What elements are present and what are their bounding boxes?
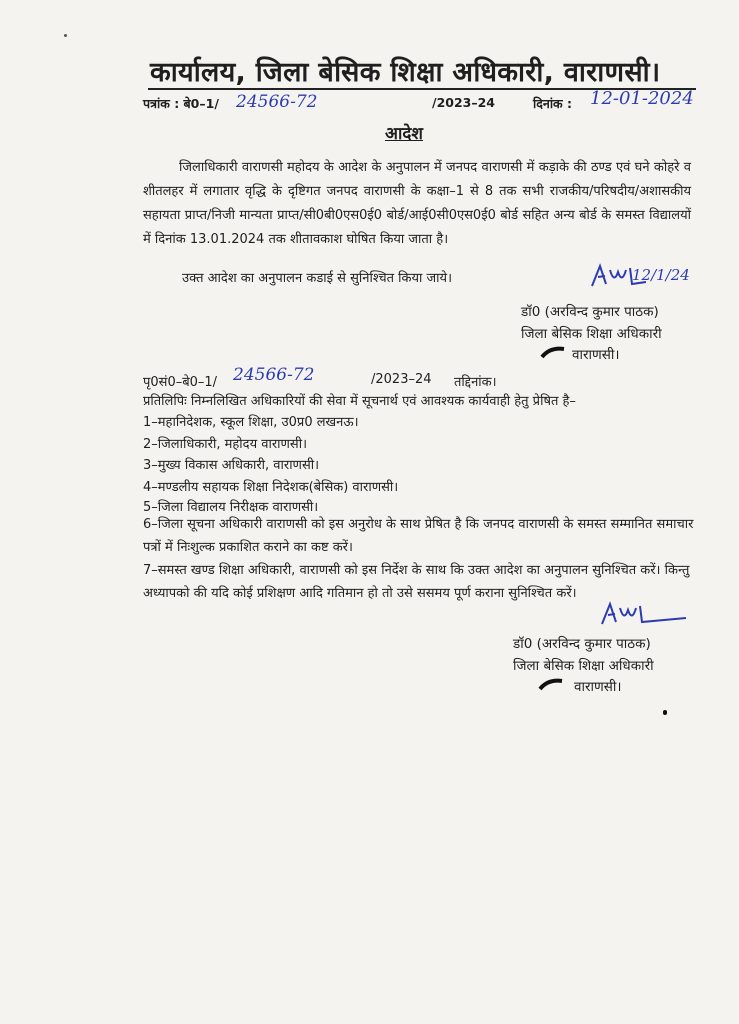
- copy-session: /2023–24: [371, 372, 432, 387]
- ink-mark-2: [538, 675, 568, 693]
- copy-ref-number-handwritten: 24566-72: [233, 365, 315, 385]
- date-label: दिनांक :: [533, 96, 573, 111]
- copy-item-4: 4–मण्डलीय सहायक शिक्षा निदेशक(बेसिक) वाराणसी।: [143, 480, 399, 495]
- signatory-1-name: डॉ0 (अरविन्द कुमार पाठक): [521, 304, 659, 320]
- copy-date-label: तद्दिनांक।: [454, 375, 497, 390]
- reference-number-handwritten: 24566-72: [236, 92, 318, 112]
- copy-item-3: 3–मुख्य विकास अधिकारी, वाराणसी।: [143, 458, 320, 473]
- ink-speck: [663, 710, 667, 715]
- signatory-1-place: वाराणसी।: [572, 347, 620, 363]
- copy-item-5: 5–जिला विद्यालय निरीक्षक वाराणसी।: [143, 500, 319, 515]
- signature-1-date: 12/1/24: [632, 266, 690, 284]
- compliance-line: उक्त आदेश का अनुपालन कडाई से सुनिश्चित किया जाये।: [182, 271, 453, 286]
- order-title: आदेश: [385, 124, 423, 144]
- ink-speck-top: [64, 34, 67, 37]
- order-paragraph: [143, 156, 691, 252]
- copy-ref-label: पृ0सं0–बे0–1/: [143, 375, 218, 390]
- signatory-2-name: डॉ0 (अरविन्द कुमार पाठक): [513, 636, 651, 652]
- signatory-2-designation: जिला बेसिक शिक्षा अधिकारी: [513, 658, 654, 674]
- reference-label: पत्रांक : बे0–1/: [143, 96, 219, 111]
- office-header: कार्यालय, जिला बेसिक शिक्षा अधिकारी, वाराणसी।: [150, 57, 661, 88]
- reference-session: /2023–24: [432, 95, 496, 110]
- order-paragraph-text: जिलाधिकारी वाराणसी महोदय के आदेश के अनुपालन में जनपद वाराणसी में कड़ाके की ठण्ड एवं घने कोहरे व शीतलहर में लगातार वृद्धि के दृष्टिगत जनपद वाराणसी के कक्षा–1 से 8 तक सभी राजकीय/परिषदीय/अशासकीय सहायता प्राप्त/निजी मान्यता प्राप्त/सी0बी0एस0ई0 बोर्ड/आई0सी0एस0ई0 बोर्ड सहित अन्य बोर्ड के समस्त विद्यालयों में दिनांक 13.01.2024 तक शीतावकाश घोषित किया जाता है।: [143, 160, 691, 247]
- copy-item-1: 1–महानिदेशक, स्कूल शिक्षा, उ0प्र0 लखनऊ।: [143, 415, 359, 430]
- date-handwritten: 12-01-2024: [590, 88, 694, 109]
- signature-2-image: [598, 600, 690, 628]
- ink-mark-1: [540, 343, 570, 361]
- copy-item-2: 2–जिलाधिकारी, महोदय वाराणसी।: [143, 437, 308, 452]
- copy-intro: प्रतिलिपिः निम्नलिखित अधिकारियों की सेवा में सूचनार्थ एवं आवश्यक कार्यवाही हेतु प्रेषित है–: [143, 394, 576, 409]
- copy-item-6: 6–जिला सूचना अधिकारी वाराणसी को इस अनुरोध के साथ प्रेषित है कि जनपद वाराणसी के समस्त सम्मानित समाचार पत्रों में निःशुल्क प्रकाशित कराने का कष्ट करें।: [143, 517, 694, 555]
- signatory-2-place: वाराणसी।: [574, 679, 622, 695]
- signatory-1-designation: जिला बेसिक शिक्षा अधिकारी: [521, 326, 662, 342]
- copy-item-7: 7–समस्त खण्ड शिक्षा अधिकारी, वाराणसी को इस निर्देश के साथ कि उक्त आदेश का अनुपालन सुनिश्चित करें। किन्तु अध्यापको की यदि कोई प्रशिक्षण आदि गतिमान हो तो उसे ससमय पूर्ण कराना सुनिश्चित करें।: [143, 563, 690, 601]
